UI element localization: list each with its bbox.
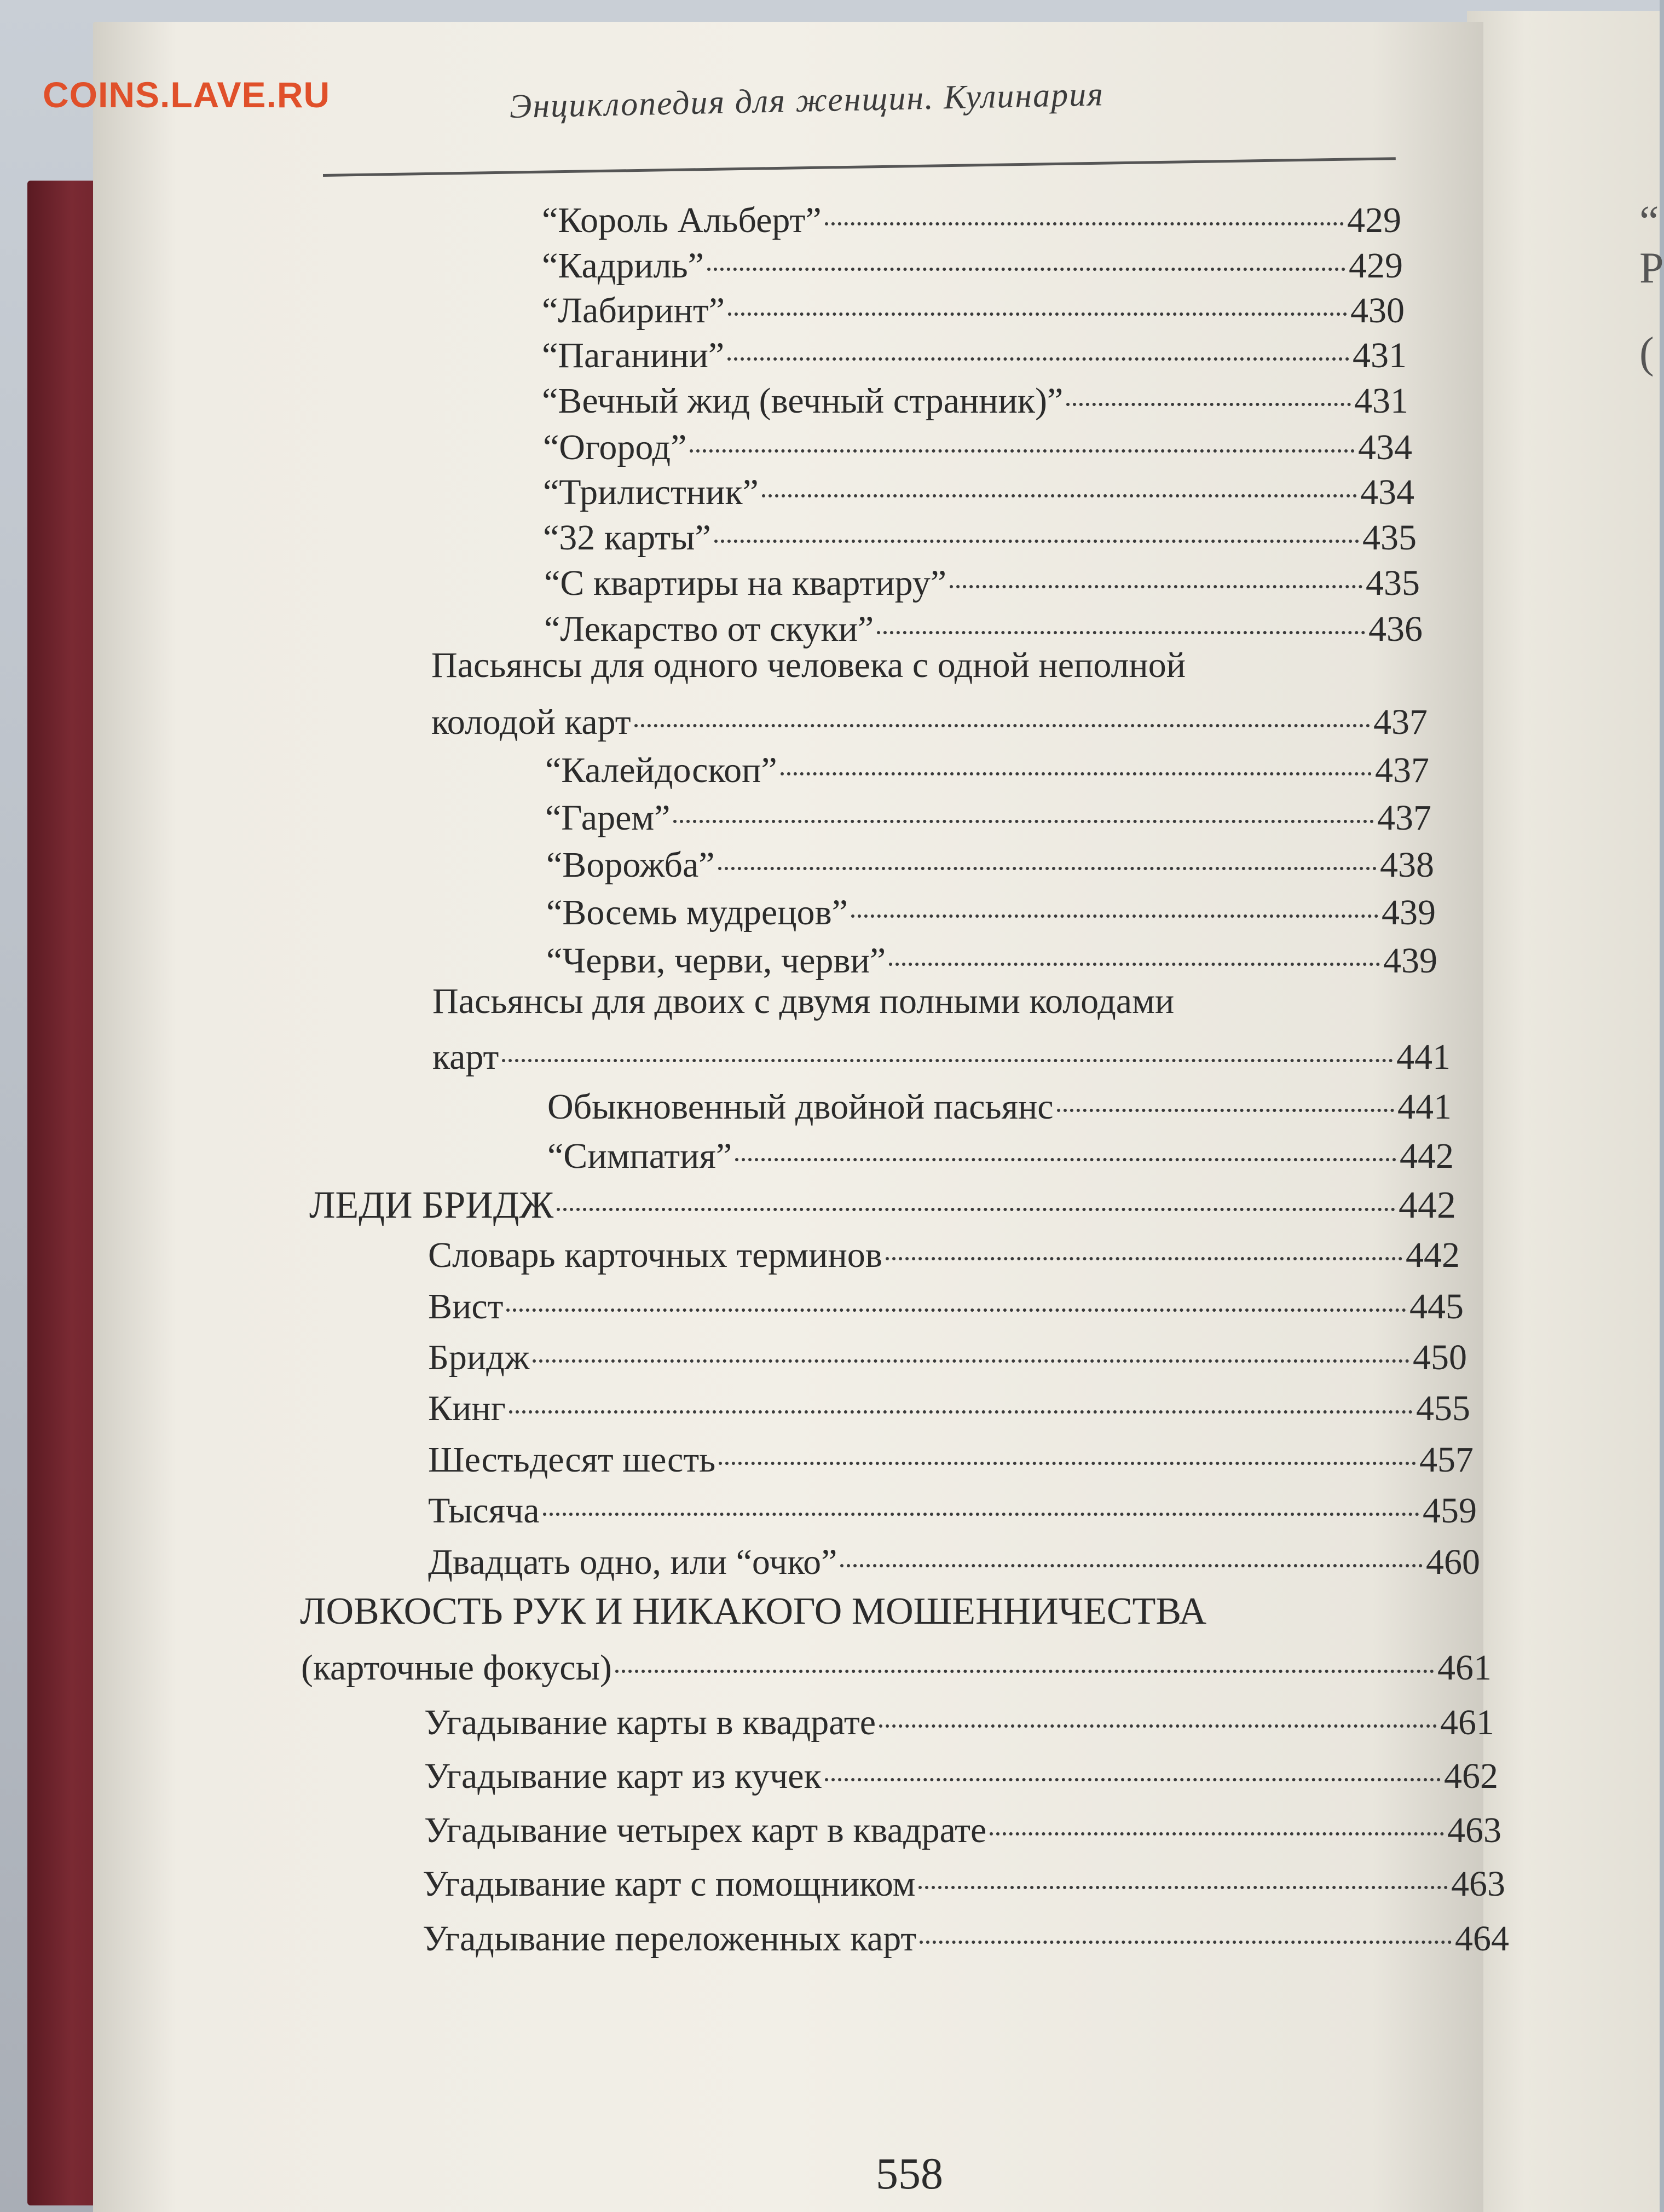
- dot-leader: [851, 914, 1378, 918]
- toc-entry: [544, 563, 1420, 604]
- right-page-fragment: (: [1639, 329, 1654, 377]
- toc-entry: [545, 750, 1429, 791]
- toc-entry-page: 442: [1406, 1235, 1460, 1275]
- toc-entry: [428, 1490, 1477, 1532]
- toc-entry-page: 455: [1416, 1388, 1470, 1428]
- dot-leader: [533, 1359, 1409, 1363]
- dot-leader: [735, 1158, 1396, 1161]
- toc-entry: [428, 1286, 1464, 1328]
- toc-entry-title: Обыкновенный двойной пасьянс: [547, 1087, 1054, 1127]
- dot-leader: [825, 222, 1344, 225]
- dot-leader: [879, 1724, 1437, 1728]
- dot-leader: [918, 1886, 1448, 1889]
- toc-entry-title: “Симпатия”: [547, 1136, 732, 1176]
- toc-entry: [542, 380, 1408, 422]
- toc-entry-title: Двадцать одно, или “очко”: [428, 1542, 837, 1582]
- toc-entry-title: “Ворожба”: [546, 845, 715, 885]
- dot-leader: [690, 449, 1355, 453]
- toc-entry: [542, 245, 1403, 287]
- toc-entry-title: “Трилистник”: [543, 472, 759, 512]
- running-head: Энциклопедия для женщин. Кулинария: [509, 76, 1105, 125]
- toc-entry-title: Угадывание карт с помощником: [423, 1864, 916, 1904]
- dot-leader: [673, 820, 1374, 823]
- toc-entry-page: 464: [1455, 1919, 1509, 1959]
- toc-entry: [428, 1439, 1474, 1481]
- toc-entry: [543, 427, 1412, 468]
- toc-entry: [542, 335, 1407, 377]
- dot-leader: [889, 963, 1380, 966]
- dot-leader: [920, 1941, 1452, 1944]
- toc-entry-title: Вист: [428, 1287, 504, 1327]
- toc-entry: [543, 472, 1414, 513]
- toc-entry-page: 437: [1375, 750, 1429, 790]
- toc-entry: [423, 1863, 1505, 1905]
- toc-entry-page: 442: [1400, 1136, 1454, 1176]
- dot-leader: [506, 1308, 1406, 1312]
- toc-entry-page: 435: [1366, 563, 1420, 603]
- toc-entry: [547, 1136, 1454, 1177]
- toc-entry: [544, 609, 1423, 650]
- toc-entry-title: Бридж: [428, 1337, 530, 1377]
- toc-entry-page: 431: [1353, 335, 1407, 375]
- toc-entry-page: 441: [1396, 1037, 1451, 1077]
- toc-entry-title: Угадывание четырех карт в квадрате: [424, 1810, 987, 1850]
- dot-leader: [557, 1208, 1395, 1211]
- toc-entry: [424, 1756, 1498, 1797]
- dot-leader: [615, 1670, 1434, 1673]
- toc-entry: [301, 1647, 1492, 1689]
- toc-entry-title: “Гарем”: [545, 798, 671, 838]
- toc-entry-page: 441: [1397, 1087, 1452, 1127]
- dot-leader: [886, 1257, 1402, 1260]
- toc-entry: [423, 1918, 1509, 1960]
- dot-leader: [1066, 403, 1351, 406]
- toc-entry-page: 463: [1451, 1864, 1505, 1904]
- toc-entry-page: 460: [1426, 1542, 1480, 1582]
- toc-heading: Пасьянсы для одного человека с одной неполной: [431, 645, 1186, 685]
- dot-leader: [718, 867, 1377, 870]
- toc-entry-title: “Король Альберт”: [542, 200, 822, 240]
- dot-leader: [634, 724, 1370, 727]
- toc-entry-title: карт: [432, 1037, 499, 1077]
- toc-entry-title: “С квартиры на квартиру”: [544, 563, 947, 603]
- dot-leader: [825, 1778, 1441, 1781]
- watermark: COINS.LAVE.RU: [43, 74, 331, 115]
- toc-entry: [542, 200, 1401, 241]
- toc-entry-page: 439: [1383, 941, 1437, 981]
- toc-entry-page: 436: [1368, 609, 1423, 649]
- toc-entry-page: 463: [1447, 1810, 1501, 1850]
- toc-entry: [428, 1337, 1467, 1379]
- toc-entry-title: “Калейдоскоп”: [545, 750, 777, 790]
- toc-entry: [545, 797, 1431, 839]
- toc-entry: [542, 290, 1405, 332]
- toc-entry-page: 431: [1354, 381, 1408, 421]
- toc-entry-title: (карточные фокусы): [301, 1648, 612, 1688]
- toc-entry-page: 434: [1358, 427, 1412, 467]
- toc-entry: [546, 940, 1437, 982]
- dot-leader: [707, 268, 1345, 271]
- toc-entry-title: Угадывание переложенных карт: [423, 1919, 917, 1959]
- toc-heading: ЛОВКОСТЬ РУК И НИКАКОГО МОШЕННИЧЕСТВА: [300, 1590, 1207, 1632]
- toc-entry-page: 439: [1382, 893, 1436, 933]
- toc-entry: [546, 844, 1434, 886]
- toc-entry: [543, 517, 1417, 559]
- toc-entry-page: 462: [1444, 1756, 1498, 1796]
- toc-entry: [309, 1184, 1456, 1227]
- toc-entry-title: “Паганини”: [542, 335, 725, 375]
- toc-entry: [428, 1388, 1470, 1429]
- right-page-fragment: Р: [1639, 244, 1664, 292]
- dot-leader: [840, 1564, 1423, 1567]
- toc-entry: [431, 702, 1428, 743]
- toc-entry-title: “Лекарство от скуки”: [544, 609, 874, 649]
- dot-leader: [762, 494, 1357, 497]
- toc-entry-title: Угадывание карты в квадрате: [424, 1703, 876, 1742]
- toc-entry-page: 461: [1437, 1648, 1492, 1688]
- toc-entry-page: 430: [1350, 291, 1405, 331]
- toc-entry-title: колодой карт: [431, 702, 631, 742]
- toc-entry-page: 434: [1360, 472, 1414, 512]
- toc-entry-title: Словарь карточных терминов: [428, 1235, 882, 1275]
- toc-entry-title: “Вечный жид (вечный странник)”: [542, 381, 1064, 421]
- toc-entry: [547, 1086, 1452, 1128]
- toc-entry: [546, 892, 1436, 934]
- dot-leader: [728, 312, 1347, 316]
- toc-entry-title: Кинг: [428, 1388, 506, 1428]
- toc-entry-page: 442: [1399, 1184, 1456, 1226]
- dot-leader: [990, 1832, 1444, 1835]
- page-number: 558: [876, 2149, 943, 2198]
- toc-entry-title: Шестьдесят шесть: [428, 1440, 716, 1480]
- toc-entry: [424, 1702, 1494, 1744]
- toc-entry-title: “32 карты”: [543, 518, 711, 558]
- toc-entry-page: 437: [1373, 702, 1428, 742]
- toc-entry-title: Тысяча: [428, 1491, 540, 1531]
- dot-leader: [950, 585, 1362, 588]
- toc-entry-page: 429: [1349, 246, 1403, 286]
- dot-leader: [1057, 1109, 1394, 1112]
- toc-entry-title: ЛЕДИ БРИДЖ: [309, 1184, 554, 1226]
- dot-leader: [502, 1059, 1393, 1062]
- toc-entry-page: 437: [1377, 798, 1431, 838]
- toc-entry-title: “Огород”: [543, 427, 687, 467]
- toc-heading: Пасьянсы для двоих с двумя полными колодами: [432, 981, 1175, 1021]
- toc-entry: [424, 1810, 1501, 1851]
- right-page-fragment: “: [1639, 198, 1659, 246]
- dot-leader: [714, 540, 1359, 543]
- toc-entry: [428, 1235, 1460, 1276]
- toc-entry-title: “Лабиринт”: [542, 291, 725, 331]
- toc-entry-page: 445: [1409, 1287, 1464, 1327]
- dot-leader: [781, 772, 1372, 775]
- toc-entry-page: 429: [1347, 200, 1401, 240]
- toc-entry-page: 435: [1362, 518, 1417, 558]
- toc-entry-page: 457: [1419, 1440, 1474, 1480]
- toc-entry-title: Угадывание карт из кучек: [424, 1756, 822, 1796]
- toc-entry-page: 459: [1423, 1491, 1477, 1531]
- toc-entry-page: 461: [1440, 1703, 1494, 1742]
- dot-leader: [719, 1462, 1416, 1465]
- dot-leader: [877, 631, 1365, 634]
- toc-entry-page: 450: [1413, 1337, 1467, 1377]
- toc-entry: [428, 1542, 1480, 1583]
- toc-entry-title: “Черви, черви, черви”: [546, 941, 886, 981]
- dot-leader: [509, 1410, 1413, 1414]
- dot-leader: [543, 1513, 1419, 1516]
- toc-entry-page: 438: [1380, 845, 1434, 885]
- dot-leader: [727, 357, 1349, 361]
- toc-entry: [432, 1036, 1451, 1078]
- toc-entry-title: “Кадриль”: [542, 246, 704, 286]
- toc-entry-title: “Восемь мудрецов”: [546, 893, 848, 933]
